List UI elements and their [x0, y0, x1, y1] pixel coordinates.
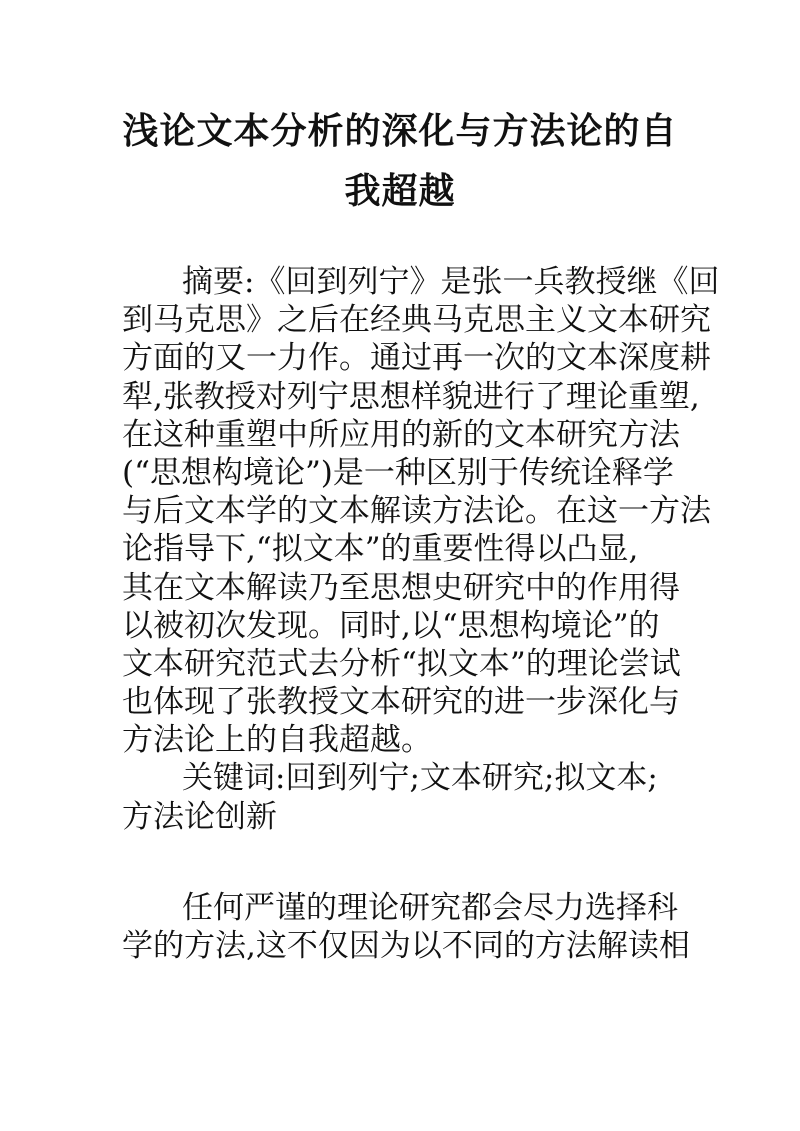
keywords-line: 关键词:回到列宁;文本研究;拟文本; — [182, 760, 658, 797]
abstract-line: 以被初次发现。同时,以“思想构境论”的 — [122, 607, 660, 644]
abstract-line: 方面的又一力作。通过再一次的文本深度耕 — [122, 340, 711, 377]
abstract-line: 在这种重塑中所应用的新的文本研究方法 — [122, 416, 680, 453]
abstract-line: 文本研究范式去分析“拟文本”的理论尝试 — [122, 645, 681, 682]
abstract-line: 其在文本解读乃至思想史研究中的作用得 — [122, 569, 680, 606]
abstract-line: 到马克思》之后在经典马克思主义文本研究 — [122, 302, 711, 339]
body-line: 学的方法,这不仅因为以不同的方法解读相 — [122, 928, 690, 964]
abstract-line: (“思想构境论”)是一种区别于传统诠释学 — [122, 454, 674, 491]
abstract-line: 也体现了张教授文本研究的进一步深化与 — [122, 684, 680, 721]
document-body — [122, 263, 720, 965]
paragraph-gap — [122, 836, 702, 889]
document-title-line-2: 我超越 — [344, 171, 456, 212]
abstract-line: 摘要:《回到列宁》是张一兵教授继《回 — [182, 264, 720, 300]
body-line: 任何严谨的理论研究都会尽力选择科 — [182, 889, 678, 926]
abstract-line: 与后文本学的文本解读方法论。在这一方法 — [122, 493, 711, 530]
keywords-line: 方法论创新 — [122, 798, 277, 835]
abstract-line: 犁,张教授对列宁思想样貌进行了理论重塑, — [122, 378, 700, 415]
document-title-line-1: 浅论文本分析的深化与方法论的自 — [122, 111, 678, 152]
abstract-line: 方法论上的自我超越。 — [122, 722, 432, 759]
abstract-line: 论指导下,“拟文本”的重要性得以凸显, — [122, 531, 639, 568]
